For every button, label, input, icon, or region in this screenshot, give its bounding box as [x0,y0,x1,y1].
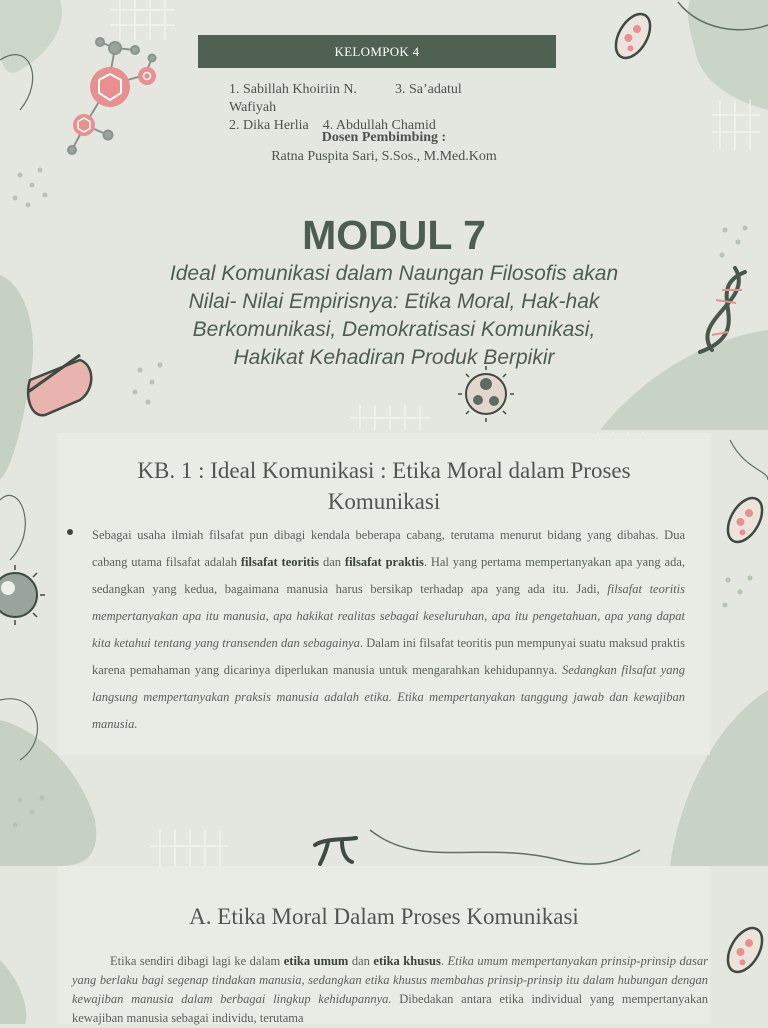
text-run: Etika sendiri dibagi lagi ke dalam [110,954,284,968]
member-name: 1. Sabillah Khoiriin N. [229,82,357,97]
text-run: dan [348,954,374,968]
text-run: . Hal yang pertama mempertanyakan apa yang ada, sedangkan yang kedua, bagaimana manusia harus bersikap terhadap apa yang ada itu. Jadi, [92,555,686,596]
text-run: dan [319,555,345,569]
member-name: Wafiyah [229,100,277,115]
text-run: Dibedakan antara etika individual yang mempertanyakan kewajiban manusia sebagai individu, terutama [72,992,708,1025]
bold-term: filsafat teoritis [240,555,320,569]
member-name: 4. Abdullah Chamid [322,118,436,133]
bold-term: etika khusus [373,954,441,968]
italic-run: Etika umum mempertanyakan prinsip-prinsip dasar yang berlaku bagi segenap tindakan manusia, sedangkan etika khusus membahas prinsip-prinsip itu dalam hubungan dengan kewajiban manusia dalam berbagai lingkup kehidupannya. [72,954,708,1006]
group-label: KELOMPOK 4 [198,35,556,68]
blob-bottom-left [0,960,26,1024]
member-row [229,99,559,117]
bold-term: filsafat praktis [344,555,424,569]
advisor-name: Ratna Puspita Sari, S.Sos., M.Med.Kom [271,149,497,164]
italic-run: Sedangkan filsafat yang langsung mempertanyakan praksis manusia adalah etika. Etika mempertanyakan tanggung jawab dan kewajiban manusia. [92,663,686,731]
member-row [229,81,559,99]
subtitle-line: Berkomunikasi, Demokratisasi Komunikasi, [192,318,596,341]
text-run: . Dalam ini filsafat teoritis pun mempunyai suatu maksud praktis karena pemahaman yang dicarinya diperlukan manusia untuk mengarahkan kehidupannya. [92,636,685,677]
italic-run: filsafat teoritis mempertanyakan apa itu manusia, apa hakikat realitas sebagai keseluruhan, apa itu pengetahuan, apa yang dapat kita ketahui tentang yang transenden dan sebagainya [92,582,685,650]
kb1-paragraph [92,522,685,738]
section-a-paragraph [72,952,708,1028]
advisor-label: Dosen Pembimbing : [321,130,447,145]
blob-left-mid [0,275,33,480]
kb1-title [90,455,678,517]
module-subtitle [100,260,688,372]
microbe-icon-bottom-right [721,922,768,978]
microbe-icon-right-mid [721,492,768,548]
goggles-icon [28,355,91,415]
blob-top-right [688,0,768,110]
text-run: Sebagai usaha ilmiah filsafat pun dibagi kendala beberapa cabang, terutama menurut bidang yang dibahas. Dua cabang utama filsafat adalah [92,528,685,569]
pi-icon [315,838,356,864]
bullet-icon [67,529,73,535]
member-list [229,81,559,135]
kb1-title-line: Komunikasi [327,489,441,514]
member-name: 3. Sa’adatul [394,82,462,97]
kb1-title-line: KB. 1 : Ideal Komunikasi : Etika Moral dalam Proses [137,458,631,483]
module-title: MODUL 7 [302,212,486,258]
bold-term: etika umum [283,954,349,968]
section-a-title: A. Etika Moral Dalam Proses Komunikasi [189,904,579,929]
subtitle-line: Nilai- Nilai Empirisnya: Etika Moral, Hak-hak [188,290,600,313]
blob-top-left [0,0,62,73]
microbe-icon-top-right [609,8,657,64]
virus-icon-left [0,565,45,625]
virus-icon-center [458,366,514,422]
subtitle-line: Ideal Komunikasi dalam Naungan Filosofis akan [169,262,619,285]
text-run: . [440,954,448,968]
subtitle-line: Hakikat Kehadiran Produk Berpikir [233,346,555,369]
member-name: 2. Dika Herlia [229,118,309,133]
